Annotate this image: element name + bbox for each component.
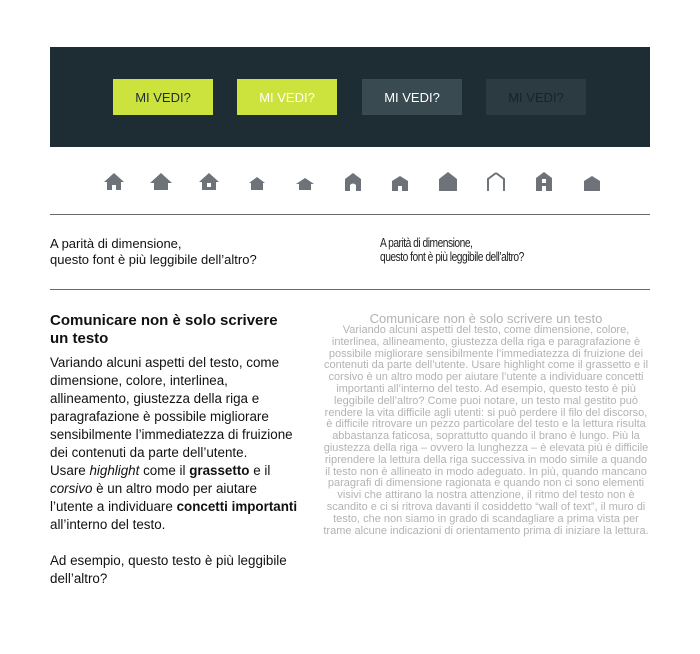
home-icon bbox=[147, 168, 175, 196]
paragraph: Usare highlight come il grassetto e il corsivo è un altro modo per aiutare l’utente a individuare concetti importanti all’interno del testo. bbox=[50, 463, 298, 532]
home-icon bbox=[482, 168, 510, 196]
paragraph: Variando alcuni aspetti del testo, come dimensione, colore, interlinea, allineamento, giustezza della riga e paragrafazione è possibile migliorare sensibilmente l’immediatezza di fruizione dei contenuti da parte dell’utente. bbox=[50, 355, 293, 460]
wall-of-text-title: Comunicare non è solo scrivere un testo bbox=[369, 311, 603, 326]
italic-word: corsivo bbox=[50, 481, 93, 496]
button-banner bbox=[50, 47, 650, 147]
comparison-line-2: questo font è più leggibile dell’altro? bbox=[50, 252, 257, 267]
comparison-line-1: A parità di dimensione, bbox=[50, 236, 182, 251]
font-comparison-sample-condensed bbox=[380, 236, 610, 264]
readable-text-body bbox=[50, 354, 300, 588]
paragraph: Ad esempio, questo testo è più leggibile dell’altro? bbox=[50, 553, 287, 586]
font-comparison-sample-regular bbox=[50, 236, 330, 268]
mi-vedi-button-2[interactable]: MI VEDI? bbox=[237, 79, 337, 115]
wall-of-text-body: Variando alcuni aspetti del testo, come dimensione, colore, interlinea, allineamento, giustezza della riga e paragrafazione è possibile migliorare sensibilmente l’immediatezza di fruizione dei contenuti da parte dell’utente. Usare highlight come il grassetto e il corsivo è un altro modo per aiutare l’utente a individuare concetti importanti all’interno del testo. Ad esempio, questo testo è più leggibile dell’altro? Come puoi notare, un testo mal gestito può rendere la vita difficile agli utenti: si può perdere il filo del discorso, è difficile ritrovare un pezzo particolare del testo e la lettura risulta abbastanza faticosa, soprattutto quando il brano è lungo. Più la giustezza della riga – ovvero la lunghezza – è elevata più è difficile riprendere la lettura della riga successiva in modo simile a quando il testo non è allineato in modo adeguato. In più, quando mancano paragrafi di dimensione ragionata e quando non ci sono elementi visivi che attirano la nostra attenzione, il ritmo del testo non è scandito e ci si ritrova davanti il cosiddetto “wall of text”, il muro di testo, che non siamo in grado di scandagliare a prima vista per trame alcune indicazioni di orientamento prima di iniziare la lettura. bbox=[323, 324, 649, 537]
bold-word: grassetto bbox=[189, 463, 250, 478]
home-icon bbox=[578, 168, 606, 196]
bold-phrase: concetti importanti bbox=[176, 499, 298, 514]
mi-vedi-button-3[interactable]: MI VEDI? bbox=[362, 79, 462, 115]
highlight-word: highlight bbox=[89, 463, 140, 478]
home-icon bbox=[243, 168, 271, 196]
comparison-line-2: questo font è più leggibile dell’altro? bbox=[380, 250, 524, 264]
home-icon bbox=[339, 168, 367, 196]
comparison-line-1: A parità di dimensione, bbox=[380, 236, 473, 250]
divider bbox=[50, 214, 650, 215]
home-icon bbox=[100, 168, 128, 196]
home-icon bbox=[434, 168, 462, 196]
home-icon bbox=[386, 168, 414, 196]
divider bbox=[50, 289, 650, 290]
home-icon bbox=[530, 168, 558, 196]
readable-text-title: Comunicare non è solo scrivere un testo bbox=[50, 312, 278, 347]
home-icon bbox=[291, 168, 319, 196]
home-icon-row bbox=[50, 168, 650, 196]
home-icon bbox=[195, 168, 223, 196]
mi-vedi-button-4[interactable]: MI VEDI? bbox=[486, 79, 586, 115]
mi-vedi-button-1[interactable]: MI VEDI? bbox=[113, 79, 213, 115]
